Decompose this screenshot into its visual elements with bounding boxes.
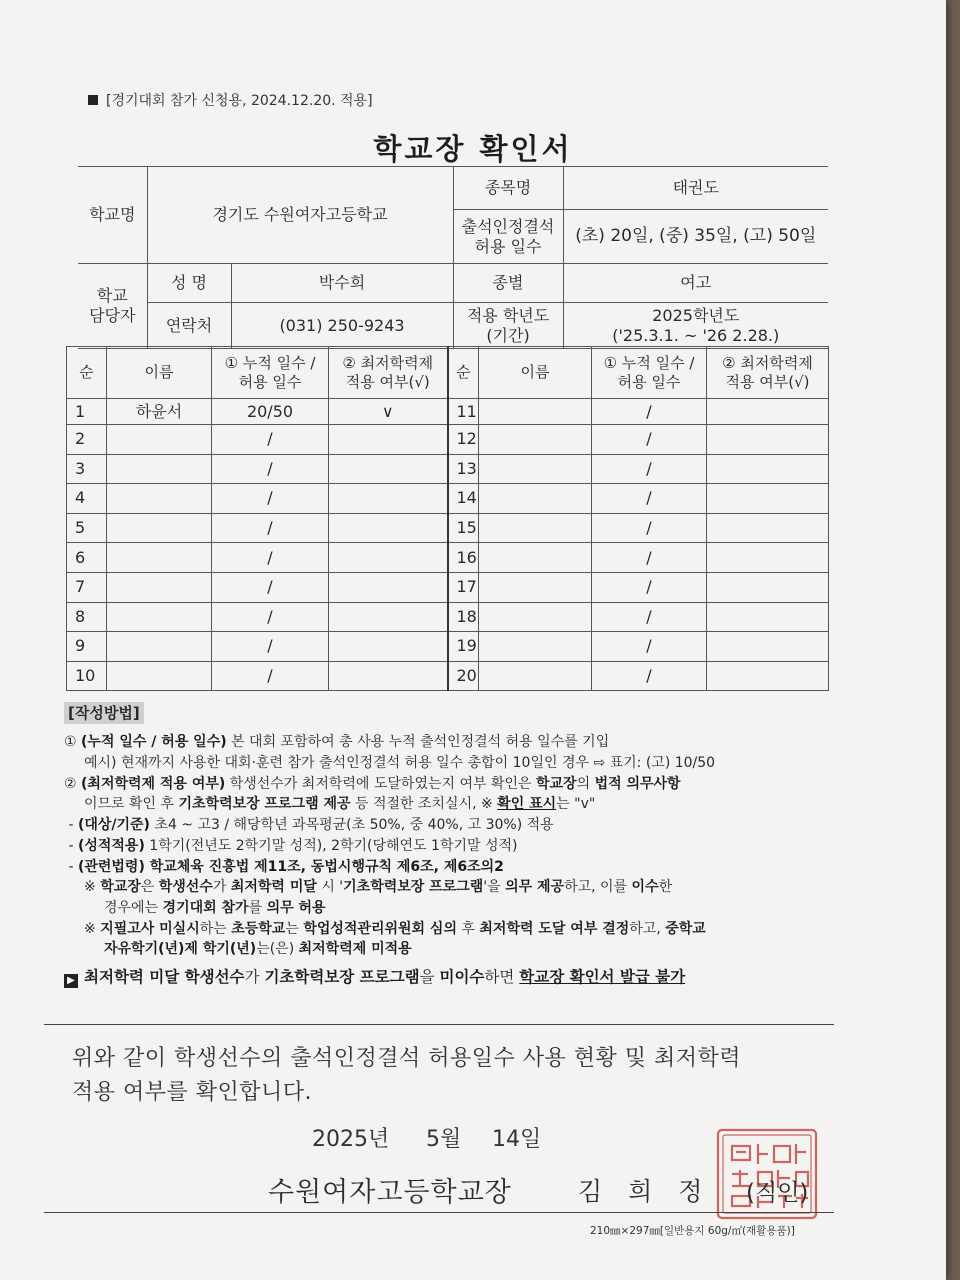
- days-used: /: [592, 543, 707, 573]
- student-name: [107, 484, 212, 514]
- allow-days-label: 출석인정결석 허용 일수: [453, 210, 563, 264]
- row-number: 18: [448, 602, 479, 632]
- gender-label: 종별: [453, 264, 563, 303]
- contact-value: (031) 250-9243: [231, 303, 453, 349]
- days-used: 20/50: [212, 399, 329, 425]
- days-used: /: [592, 399, 707, 425]
- days-used: /: [592, 602, 707, 632]
- header-no: 순: [67, 347, 107, 399]
- student-name: [107, 602, 212, 632]
- table-row: [67, 602, 829, 632]
- minlevel-check: [329, 513, 448, 543]
- manager-label: 학교 담당자: [78, 264, 147, 349]
- minlevel-check: ∨: [329, 399, 448, 425]
- minlevel-check: [707, 484, 829, 514]
- days-used: /: [212, 602, 329, 632]
- header-days-right: ① 누적 일수 / 허용 일수: [592, 347, 707, 399]
- minlevel-check: [707, 632, 829, 662]
- row-number: 5: [67, 513, 107, 543]
- sport-label: 종목명: [453, 167, 563, 210]
- row-number: 15: [448, 513, 479, 543]
- row-number: 14: [448, 484, 479, 514]
- divider-bottom: [44, 1212, 834, 1213]
- student-name: [107, 543, 212, 573]
- days-used: /: [592, 425, 707, 455]
- days-used: /: [212, 543, 329, 573]
- year-label: 적용 학년도 (기간): [453, 303, 563, 349]
- student-name: [479, 425, 592, 455]
- student-name: [479, 454, 592, 484]
- minlevel-check: [329, 602, 448, 632]
- table-row: [67, 632, 829, 662]
- student-name: [479, 572, 592, 602]
- days-used: /: [592, 513, 707, 543]
- table-row: [67, 399, 829, 425]
- row-number: 19: [448, 632, 479, 662]
- signer-title: 수원여자고등학교장: [268, 1177, 512, 1208]
- name-value: 박수희: [231, 264, 453, 303]
- row-number: 4: [67, 484, 107, 514]
- row-number: 10: [67, 661, 107, 691]
- days-used: /: [212, 661, 329, 691]
- divider-top: [44, 1024, 834, 1025]
- final-notice: ▶ 최저학력 미달 학생선수가 기초학력보장 프로그램을 미이수하면 학교장 확인서 발급 불가: [64, 966, 834, 989]
- student-name: [479, 399, 592, 425]
- minlevel-check: [329, 425, 448, 455]
- table-row: [67, 425, 829, 455]
- table-row: [67, 572, 829, 602]
- row-number: 17: [448, 572, 479, 602]
- days-used: /: [212, 454, 329, 484]
- days-used: /: [592, 454, 707, 484]
- days-used: /: [592, 661, 707, 691]
- minlevel-check: [707, 399, 829, 425]
- form-code: [경기대회 참가 신청용, 2024.12.20. 적용]: [88, 90, 373, 110]
- header-minlevel-right: ② 최저학력제 적용 여부(√): [707, 347, 829, 399]
- date-month: 5월: [426, 1127, 462, 1152]
- row-number: 16: [448, 543, 479, 573]
- minlevel-check: [707, 661, 829, 691]
- days-used: /: [592, 572, 707, 602]
- instructions-tag: [작성방법]: [64, 702, 144, 724]
- table-row: [67, 454, 829, 484]
- header-name: 이름: [107, 347, 212, 399]
- sport-value: 태권도: [563, 167, 828, 210]
- student-name: [107, 572, 212, 602]
- allow-days-value: (초) 20일, (중) 35일, (고) 50일: [563, 210, 828, 264]
- row-number: 8: [67, 602, 107, 632]
- arrow-right-icon: ▶: [64, 974, 78, 988]
- student-name: 하윤서: [107, 399, 212, 425]
- row-number: 3: [67, 454, 107, 484]
- student-name: [107, 661, 212, 691]
- days-used: /: [212, 572, 329, 602]
- minlevel-check: [329, 543, 448, 573]
- table-row: [67, 513, 829, 543]
- minlevel-check: [329, 484, 448, 514]
- row-number: 9: [67, 632, 107, 662]
- header-minlevel: ② 최저학력제 적용 여부(√): [329, 347, 448, 399]
- school-value: 경기도 수원여자고등학교: [147, 167, 453, 264]
- minlevel-check: [329, 661, 448, 691]
- minlevel-check: [707, 572, 829, 602]
- minlevel-check: [707, 425, 829, 455]
- student-name: [107, 513, 212, 543]
- days-used: /: [212, 632, 329, 662]
- minlevel-check: [329, 632, 448, 662]
- student-name: [479, 661, 592, 691]
- example-line: 예시) 현재까지 사용한 대회·훈련 참가 출석인정결석 허용 일수 총합이 10일인 경우 ⇨ 표기: (고) 10/50: [84, 754, 716, 771]
- roster-table: [66, 346, 829, 691]
- student-name: [107, 632, 212, 662]
- days-used: /: [212, 425, 329, 455]
- document-title: 학교장 확인서: [373, 132, 573, 166]
- student-name: [479, 513, 592, 543]
- minlevel-check: [329, 454, 448, 484]
- row-number: 2: [67, 425, 107, 455]
- header-no-right: 순: [448, 347, 479, 399]
- contact-label: 연락처: [147, 303, 231, 349]
- row-number: 1: [67, 399, 107, 425]
- confirmation-text: 위와 같이 학생선수의 출석인정결석 허용일수 사용 현황 및 최저학력 적용 여부를 확인합니다.: [72, 1046, 742, 1106]
- instructions: [작성방법] ① (누적 일수 / 허용 일수) 본 대회 포함하여 총 사용 누적 출석인정결석 허용 일수를 기입 예시) 현재까지 사용한 대회·훈련 참가 출석인정결석 허용 일수 총합이 10일인 경우 ⇨ 표기: (고) 10/50 ② (최저학력제 적용 여부) 학생선수가 최저학력에 도달하였는지 여부 확인은 학교장의 법적 의무사항 이므로 확인 후 기초학력보장 프로그램 제공 등 적절한 조치실시, ※ 확인 표시는 "v" - (대상/기준) 초4 ~ 고3 / 해당학년 과목평균(초 50%, 중 40%, 고 30%) 적용 - (성적적용) 1학기(전년도 2학기말 성적), 2학기(당해연도 1학기말 성적) - (관련법령) 학교체육 진흥법 제11조, 동법시행규칙 제6조, 제6조의2 ※ 학교장은 학생선수가 최저학력 미달 시 '기초학력보장 프로그램'을 의무 제공하고, 이를 이수한 경우에는 경기대회 참가를 의무 허용 ※ 지필고사 미실시하는 초등학교는 학업성적관리위원회 심의 후 최저학력 도달 여부 결정하고, 중학교 자유학기(년)제 학기(년)는(은) 최저학력제 미적용 ▶ 최저학력 미달 학생선수가 기초학력보장 프로그램을 미이수하면 학교장 확인서 발급 불가: [64, 702, 834, 989]
- seal-label: (직인): [746, 1180, 809, 1206]
- paper-spec-note: 210㎜×297㎜[일반용지 60g/㎡(재활용품)]: [590, 1225, 795, 1237]
- year-value: 2025학년도 ('25.3.1. ~ '26 2.28.): [563, 303, 828, 349]
- name-label: 성 명: [147, 264, 231, 303]
- days-used: /: [212, 513, 329, 543]
- student-name: [479, 602, 592, 632]
- row-number: 11: [448, 399, 479, 425]
- minlevel-check: [707, 543, 829, 573]
- days-used: /: [592, 484, 707, 514]
- row-number: 13: [448, 454, 479, 484]
- student-name: [107, 454, 212, 484]
- table-row: [67, 484, 829, 514]
- minlevel-check: [707, 513, 829, 543]
- gender-value: 여고: [563, 264, 828, 303]
- table-row: [67, 661, 829, 691]
- days-used: /: [212, 484, 329, 514]
- principal-name: 김 희 정: [578, 1177, 712, 1206]
- row-number: 20: [448, 661, 479, 691]
- row-number: 12: [448, 425, 479, 455]
- student-name: [479, 543, 592, 573]
- days-used: /: [592, 632, 707, 662]
- date-day: 14일: [492, 1127, 542, 1152]
- student-name: [479, 632, 592, 662]
- student-name: [107, 425, 212, 455]
- student-name: [479, 484, 592, 514]
- table-row: [67, 543, 829, 573]
- minlevel-check: [329, 572, 448, 602]
- school-label: 학교명: [78, 167, 147, 264]
- row-number: 6: [67, 543, 107, 573]
- minlevel-check: [707, 602, 829, 632]
- square-bullet-icon: [88, 95, 98, 105]
- info-table: [78, 166, 828, 349]
- header-name-right: 이름: [479, 347, 592, 399]
- header-days: ① 누적 일수 / 허용 일수: [212, 347, 329, 399]
- date-year: 2025년: [312, 1127, 390, 1152]
- minlevel-check: [707, 454, 829, 484]
- row-number: 7: [67, 572, 107, 602]
